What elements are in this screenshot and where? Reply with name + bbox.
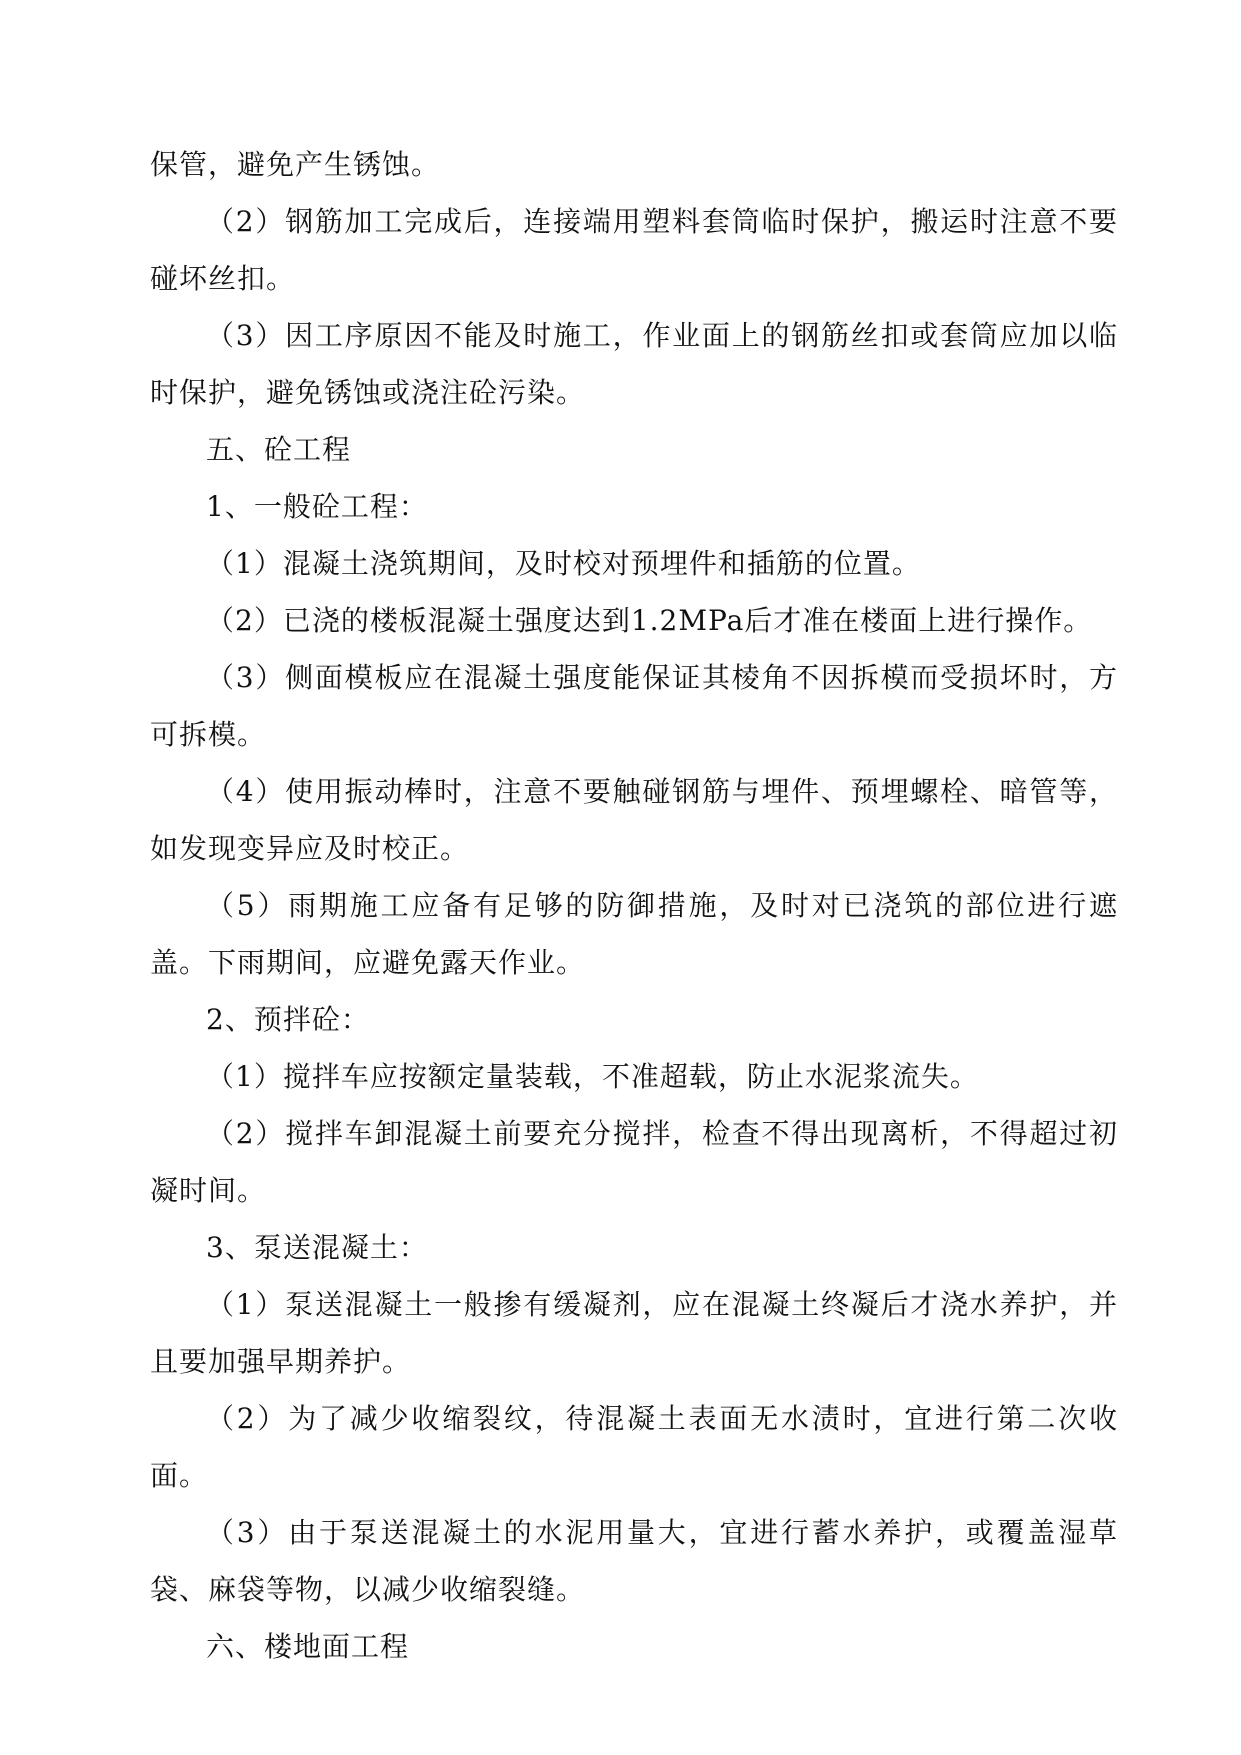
subheading-pumped-concrete: 3、泵送混凝土： (206, 1231, 428, 1264)
paragraph-pumped-concrete-3: （3）由于泵送混凝土的水泥用量大，宜进行蓄水养护，或覆盖湿草袋、麻袋等物，以减少收缩裂缝。 (150, 1516, 1118, 1606)
document-page (150, 136, 1118, 1675)
paragraph-pumped-concrete-1: （1）泵送混凝土一般掺有缓凝剂，应在混凝土终凝后才浇水养护，并且要加强早期养护。 (150, 1288, 1118, 1378)
section-heading-floor-works: 六、楼地面工程 (206, 1630, 410, 1663)
paragraph-general-concrete-2: （2）已浇的楼板混凝土强度达到1.2MPa后才准在楼面上进行操作。 (206, 604, 1093, 637)
paragraph-ready-mix-2: （2）搅拌车卸混凝土前要充分搅拌，检查不得出现离析，不得超过初凝时间。 (150, 1117, 1118, 1207)
section-heading-concrete: 五、砼工程 (206, 433, 352, 466)
paragraph-general-concrete-4: （4）使用振动棒时，注意不要触碰钢筋与埋件、预埋螺栓、暗管等，如发现变异应及时校正。 (150, 775, 1118, 865)
paragraph-rebar-protection-3: （3）因工序原因不能及时施工，作业面上的钢筋丝扣或套筒应加以临时保护，避免锈蚀或浇注砼污染。 (150, 319, 1118, 409)
subheading-ready-mix-concrete: 2、预拌砼： (206, 1003, 370, 1036)
subheading-general-concrete: 1、一般砼工程： (206, 490, 428, 523)
paragraph-rebar-protection-2: （2）钢筋加工完成后，连接端用塑料套筒临时保护，搬运时注意不要碰坏丝扣。 (150, 205, 1118, 295)
paragraph-ready-mix-1: （1）搅拌车应按额定量装载，不准超载，防止水泥浆流失。 (206, 1060, 979, 1093)
paragraph-continuation: 保管，避免产生锈蚀。 (150, 148, 441, 181)
paragraph-general-concrete-3: （3）侧面模板应在混凝土强度能保证其棱角不因拆模而受损坏时，方可拆模。 (150, 661, 1118, 751)
paragraph-general-concrete-5: （5）雨期施工应备有足够的防御措施，及时对已浇筑的部位进行遮盖。下雨期间，应避免露天作业。 (150, 889, 1118, 979)
paragraph-general-concrete-1: （1）混凝土浇筑期间，及时校对预埋件和插筋的位置。 (206, 547, 921, 580)
paragraph-pumped-concrete-2: （2）为了减少收缩裂纹，待混凝土表面无水渍时，宜进行第二次收面。 (150, 1402, 1118, 1492)
